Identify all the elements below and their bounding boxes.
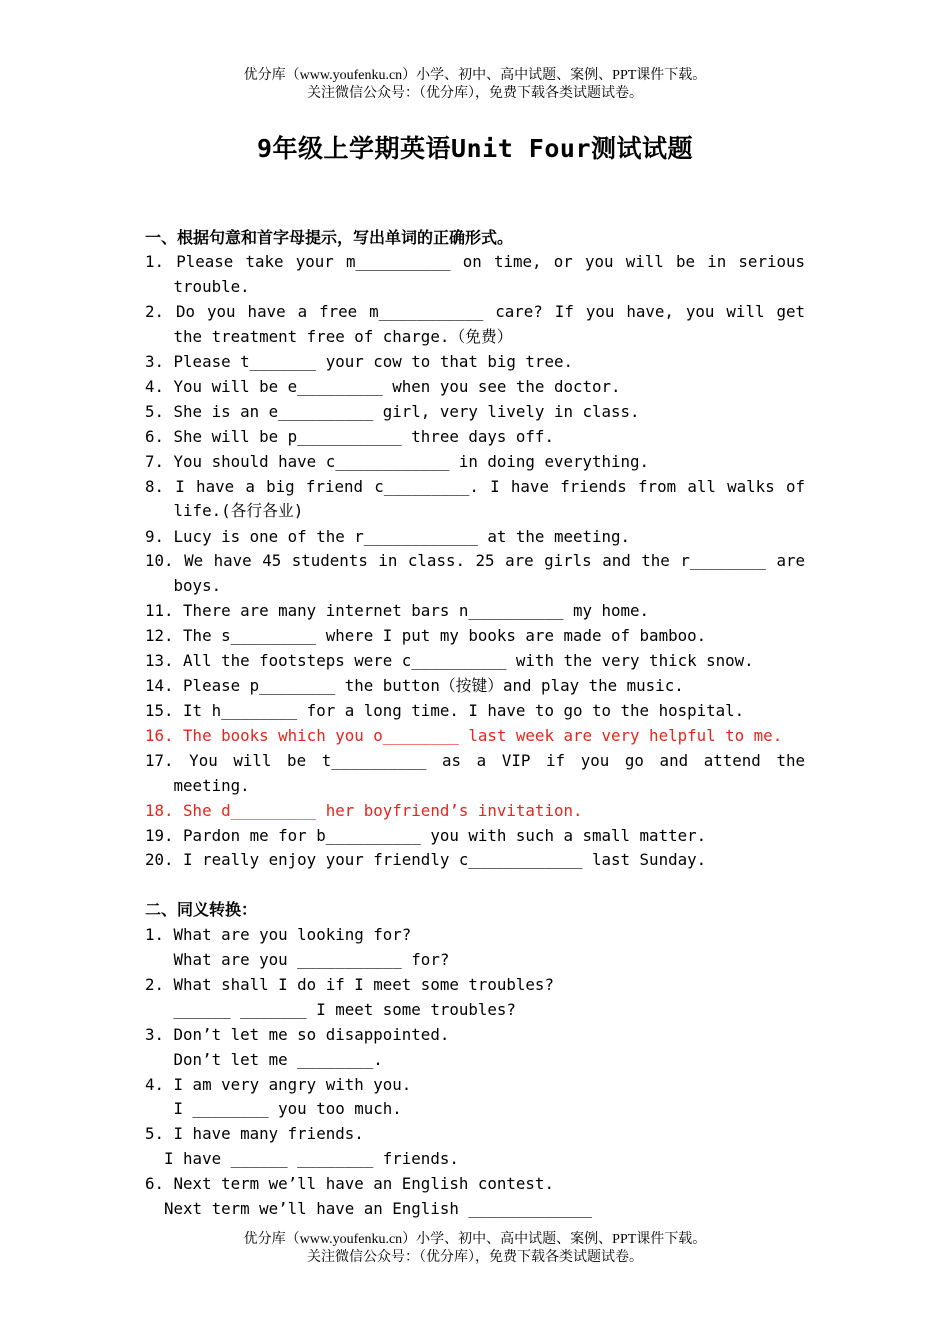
s1-q19: 19. Pardon me for b__________ you with such a small matter. (145, 826, 707, 845)
s1-q13: 13. All the footsteps were c__________ with the very thick snow. (145, 651, 754, 670)
s1-q6: 6. She will be p___________ three days off. (145, 427, 554, 446)
page-footer (0, 1231, 950, 1267)
s1-q10-line-1: 10. We have 45 students in class. 25 are girls and the r________ are (145, 551, 805, 570)
s1-q20: 20. I really enjoy your friendly c____________ last Sunday. (145, 850, 707, 869)
s1-q14: 14. Please p________ the button（按键）and play the music. (145, 676, 684, 695)
header-line-2: 关注微信公众号：（优分库），免费下载各类试题试卷。 (307, 86, 643, 101)
s1-q12: 12. The s_________ where I put my books are made of bamboo. (145, 626, 707, 645)
s1-q17-line-2: meeting. (145, 776, 250, 795)
s1-q7: 7. You should have c____________ in doing everything. (145, 452, 650, 471)
s1-q15: 15. It h________ for a long time. I have to go to the hospital. (145, 701, 745, 720)
s1-q11: 11. There are many internet bars n__________ my home. (145, 601, 650, 620)
s2-q2-rewrite: ______ _______ I meet some troubles? (145, 1000, 516, 1019)
s2-q4-original: 4. I am very angry with you. (145, 1075, 412, 1094)
s1-q1-line-2: trouble. (145, 277, 250, 296)
s2-q4-rewrite: I ________ you too much. (145, 1099, 402, 1118)
s2-q5-rewrite: I have ______ ________ friends. (145, 1149, 459, 1168)
s1-q2-line-2: the treatment free of charge.（免费） (145, 327, 513, 346)
s2-q1-rewrite: What are you ___________ for? (145, 950, 450, 969)
s1-q18-highlighted: 18. She d_________ her boyfriend’s invitation. (145, 801, 583, 820)
page-header (0, 67, 950, 103)
s2-q1-original: 1. What are you looking for? (145, 925, 412, 944)
s1-q4: 4. You will be e_________ when you see the doctor. (145, 377, 621, 396)
s2-q6-original: 6. Next term we’ll have an English contest. (145, 1174, 554, 1193)
s2-q6-rewrite: Next term we’ll have an English _____________ (145, 1199, 592, 1218)
document-title: 9年级上学期英语Unit Four测试试题 (256, 134, 693, 163)
s2-q3-original: 3. Don’t let me so disappointed. (145, 1025, 450, 1044)
s1-q3: 3. Please t_______ your cow to that big tree. (145, 352, 573, 371)
header-line-1: 优分库（www.youfenku.cn）小学、初中、高中试题、案例、PPT课件下载。 (243, 68, 707, 83)
s1-q17-line-1: 17. You will be t__________ as a VIP if you go and attend the (145, 751, 805, 770)
s1-q8-line-1: 8. I have a big friend c_________. I have friends from all walks of (145, 477, 805, 496)
s1-q5: 5. She is an e__________ girl, very lively in class. (145, 402, 640, 421)
footer-line-2: 关注微信公众号：（优分库），免费下载各类试题试卷。 (307, 1250, 643, 1265)
s1-q8-line-2: life.(各行各业) (145, 501, 304, 520)
s2-q3-rewrite: Don’t let me ________. (145, 1050, 383, 1069)
s1-q1-line-1: 1. Please take your m__________ on time, or you will be in serious (145, 252, 805, 271)
section-2-heading: 二、同义转换： (145, 900, 258, 919)
s1-q2-line-1: 2. Do you have a free m___________ care? If you have, you will get (145, 302, 805, 321)
footer-line-1: 优分库（www.youfenku.cn）小学、初中、高中试题、案例、PPT课件下载。 (243, 1232, 707, 1247)
s1-q10-line-2: boys. (145, 576, 222, 595)
section-1-heading: 一、根据句意和首字母提示，写出单词的正确形式。 (145, 228, 514, 247)
s2-q2-original: 2. What shall I do if I meet some troubles? (145, 975, 554, 994)
s1-q9: 9. Lucy is one of the r____________ at the meeting. (145, 527, 631, 546)
s1-q16-highlighted: 16. The books which you o________ last week are very helpful to me. (145, 726, 783, 745)
s2-q5-original: 5. I have many friends. (145, 1124, 364, 1143)
